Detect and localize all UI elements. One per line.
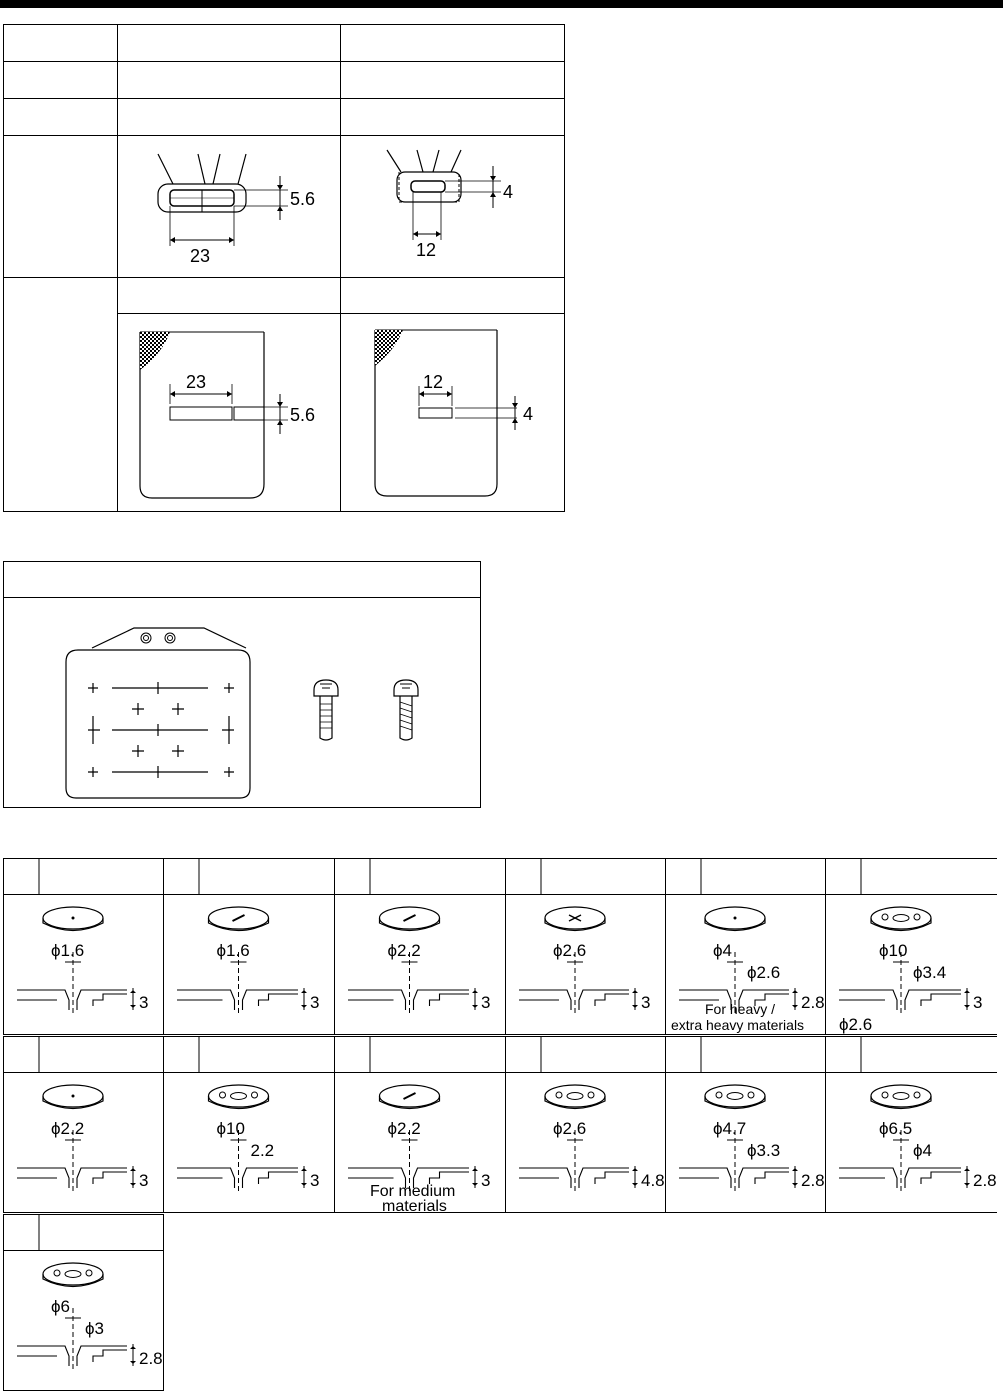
plate-large-width: 23 — [186, 372, 207, 392]
work-clamp-small — [341, 136, 565, 278]
inner-diameter-label: 2.2 — [250, 1141, 275, 1160]
step-height-label: 4.8 — [641, 1171, 665, 1190]
feed-plate-large — [118, 314, 341, 512]
diameter-label: ϕ6 — [51, 1297, 70, 1316]
diameter-label: ϕ2.6 — [553, 1119, 587, 1138]
needle-hole-cell — [164, 1036, 335, 1213]
clamp-large-width: 23 — [190, 246, 211, 266]
row-cell — [341, 99, 565, 136]
needle-hole-cell — [4, 858, 164, 1035]
needle-hole-cell — [4, 1214, 164, 1391]
diameter-label: ϕ2.6 — [553, 941, 587, 960]
clamp-small-width: 12 — [416, 240, 437, 260]
inner-diameter-label: ϕ3 — [85, 1319, 104, 1338]
screw-icon — [394, 680, 418, 740]
feed-plate-small — [341, 314, 565, 512]
needle-hole-cell — [335, 858, 506, 1035]
inner-diameter-label: ϕ4 — [913, 1141, 932, 1160]
inner-diameter-label: ϕ3.3 — [747, 1141, 781, 1160]
diameter-label: ϕ10 — [216, 1119, 245, 1138]
row-cell — [118, 62, 341, 99]
row-cell — [118, 99, 341, 136]
step-height-label: 3 — [139, 1171, 149, 1190]
plate-small-width: 12 — [423, 372, 444, 392]
diameter-label: ϕ10 — [879, 941, 908, 960]
feed-plate-small-drawing — [341, 314, 564, 506]
needle-hole-cell — [506, 858, 666, 1035]
blank-plate-table — [3, 561, 481, 808]
step-height-label: 2.8 — [801, 1171, 825, 1190]
header-cell — [341, 25, 565, 62]
row-cell — [4, 62, 118, 99]
step-height-label: 3 — [481, 993, 491, 1012]
plate-crosshair-marks — [88, 682, 234, 778]
diameter-label: ϕ1.6 — [216, 941, 250, 960]
row-cell — [118, 278, 341, 314]
needle-hole-cell — [335, 1036, 506, 1215]
needle-hole-cell — [4, 1036, 164, 1213]
usage-note: For medium — [370, 1183, 456, 1200]
blank-plate-cell — [4, 598, 481, 808]
row-cell — [341, 278, 565, 314]
step-height-label: 2.8 — [801, 993, 825, 1012]
needle-hole-cell — [164, 858, 335, 1035]
step-height-label: 3 — [310, 1171, 320, 1190]
step-height-label: 3 — [973, 993, 983, 1012]
diameter-label: ϕ2.2 — [387, 941, 421, 960]
plate-large-height: 5.6 — [290, 405, 316, 425]
diameter-label: ϕ1.6 — [51, 941, 85, 960]
row-cell — [4, 99, 118, 136]
step-height-label: 3 — [481, 1171, 491, 1190]
row-cell — [341, 62, 565, 99]
work-clamp-small-drawing — [341, 136, 564, 272]
diameter-label: ϕ4 — [713, 941, 732, 960]
work-clamp-large — [118, 136, 341, 278]
step-height-label: 3 — [310, 993, 320, 1012]
step-height-label: 2.8 — [973, 1171, 997, 1190]
top-rule — [0, 0, 1003, 8]
diameter-label: ϕ2.2 — [51, 1119, 85, 1138]
bottom-diameter-label: ϕ2.6 — [839, 1015, 873, 1034]
clamp-table — [3, 24, 565, 512]
screw-icon — [314, 680, 338, 740]
header-cell — [4, 25, 118, 62]
step-height-label: 3 — [139, 993, 149, 1012]
needle-hole-cell — [666, 858, 826, 1035]
needle-hole-cell — [826, 858, 998, 1035]
needle-hole-grid — [3, 858, 997, 1394]
clamp-large-height: 5.6 — [290, 189, 316, 209]
diameter-label: ϕ4.7 — [713, 1119, 747, 1138]
usage-note: extra heavy materials — [671, 1017, 805, 1033]
needle-hole-table — [3, 858, 997, 1394]
needle-hole-cell — [666, 1036, 826, 1213]
step-height-label: 3 — [641, 993, 651, 1012]
header-cell — [118, 25, 341, 62]
feed-plate-large-drawing — [118, 314, 340, 506]
usage-note: materials — [382, 1198, 447, 1215]
header-cell — [4, 562, 481, 598]
usage-note: For heavy / — [705, 1001, 776, 1017]
step-height-label: 2.8 — [139, 1349, 163, 1368]
diameter-label: ϕ2.2 — [387, 1119, 421, 1138]
row-cell — [4, 278, 118, 512]
inner-diameter-label: ϕ3.4 — [913, 963, 947, 982]
row-cell — [4, 136, 118, 278]
work-clamp-large-drawing — [118, 136, 340, 272]
clamp-small-height: 4 — [503, 182, 514, 202]
inner-diameter-label: ϕ2.6 — [747, 963, 781, 982]
blank-plate-drawing — [4, 598, 480, 802]
needle-hole-cell — [506, 1036, 666, 1213]
diameter-label: ϕ6.5 — [879, 1119, 913, 1138]
plate-small-height: 4 — [523, 404, 534, 424]
needle-hole-cell — [826, 1036, 998, 1213]
